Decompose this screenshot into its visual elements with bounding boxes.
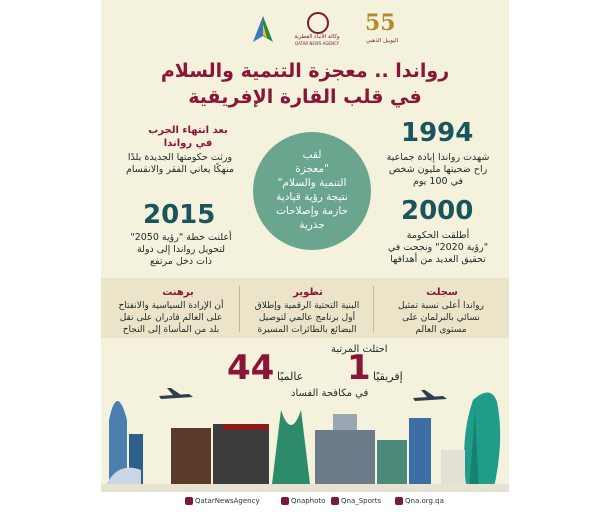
text-1994 [377, 152, 499, 188]
rank-world-word: عالميًا [277, 370, 304, 383]
text-1994-line: شهدت رواندا إبادة جماعية [386, 152, 490, 163]
text-1994-line: في 100 يوم [412, 176, 464, 187]
jubilee-number: 55 [365, 10, 396, 36]
panel-col-3-text [105, 300, 237, 336]
war-heading [123, 124, 253, 150]
panel-col-3-line: على العالم قادران على نقل [119, 313, 223, 323]
panel-col-2-line: أول برنامج عالمي لتوصيل [258, 313, 356, 323]
text-2015-line: لتحويل رواندا إلى دولة [136, 244, 226, 255]
panel-divider [239, 286, 240, 332]
x-icon [331, 497, 339, 505]
year-2000: 2000 [401, 196, 474, 226]
circle-text [261, 148, 363, 232]
airplane-right-icon [413, 390, 447, 401]
panel-col-3-line: بلد من المأساة إلى النجاح [122, 325, 220, 335]
panel-col-1-line: مستوى العالم [415, 325, 467, 335]
circle-text-line: حازمة وإصلاحات [275, 205, 349, 217]
social-icons [185, 497, 193, 505]
footer-social-handle[interactable] [185, 497, 260, 505]
text-2015-line: ذات دخل مرتفع [150, 256, 212, 267]
airplane-left-icon [159, 388, 193, 399]
panel-col-3-line: أن الإرادة السياسية والانفتاح [118, 301, 224, 311]
text-2000 [377, 230, 499, 266]
circle-text-line: التنمية والسلام" [277, 177, 347, 189]
qna-logo [287, 12, 347, 46]
footer-handle-text: Qna_Sports [341, 497, 382, 505]
jubilee-label: اليوبيل الذهبي [365, 38, 399, 44]
war-heading-line: بعد انتهاء الحرب [148, 125, 228, 136]
panel-col-2-line: البنية التحتية الرقمية وإطلاق [254, 301, 360, 311]
rank-footnote: في مكافحة الفساد [291, 388, 369, 399]
year-1994: 1994 [401, 118, 474, 148]
footer-handle-text: QatarNewsAgency [195, 497, 260, 505]
panel-col-1-line: رواندا أعلى نسبة تمثيل [398, 301, 484, 311]
qna-logo-arabic: وكالة الأنباء القطرية [294, 34, 340, 40]
circle-text-line: لقب [302, 149, 322, 161]
infographic-poster [101, 0, 509, 512]
panel-col-1-line: نسائي بالبرلمان على [402, 313, 480, 323]
globe-icon [395, 497, 403, 505]
title-line-2: في قلب القارة الإفريقية [188, 86, 422, 108]
panel-divider [373, 286, 374, 332]
footer-site-text: Qna.org.qa [405, 497, 444, 505]
panel-col-2-head: تطوير [293, 287, 323, 298]
text-2000-line: تحقيق العديد من أهدافها [390, 254, 486, 265]
text-2000-line: أطلقت الحكومة [406, 230, 470, 241]
war-text-line: منهكًا يعاني الفقر والانقسام [126, 164, 234, 175]
panel-col-1-text [377, 300, 505, 336]
text-1994-line: راح ضحيتها مليون شخص [388, 164, 488, 175]
header-logos [101, 0, 509, 52]
circle-text-line: جذرية [299, 219, 325, 231]
panel-col-2-text [241, 300, 373, 336]
panel-col-1-head: سجلت [426, 287, 458, 298]
footer-sports-handle[interactable] [331, 497, 381, 505]
title-line-1: رواندا .. معجزة التنمية والسلام [160, 60, 450, 82]
footer-bar [101, 491, 509, 512]
rank-world-number: 44 [227, 348, 275, 388]
text-2015 [115, 232, 247, 268]
panel-col-3-head: برهنت [162, 287, 194, 298]
text-2015-line: أعلنت خطة "رؤية 2050" [130, 232, 232, 243]
rank-africa-number: 1 [347, 348, 371, 388]
panel-col-2-line: البضائع بالطائرات المسيرة [257, 325, 357, 335]
rank-label: احتلت المرتبة [331, 344, 388, 355]
footer-photo-handle[interactable] [281, 497, 325, 505]
footer-handle-text: Qnaphoto [291, 497, 326, 505]
footer-website[interactable] [395, 497, 444, 505]
circle-text-line: نتيجة رؤية قيادية [276, 191, 348, 203]
text-2000-line: "رؤية 2020" ونجحت في [387, 242, 489, 253]
year-2015: 2015 [143, 200, 216, 230]
circle-text-line: "معجزة [295, 163, 329, 175]
city-skyline-illustration [101, 380, 509, 492]
rank-africa-word: إفريقيًا [373, 370, 403, 383]
war-heading-line: في رواندا [163, 138, 213, 149]
qna-logo-english: QATAR NEWS AGENCY [294, 41, 340, 46]
war-text-line: ورثت حكومتها الجديدة بلدًا [127, 152, 233, 163]
war-text [107, 152, 253, 176]
instagram-icon [281, 497, 289, 505]
golden-jubilee-logo [353, 10, 411, 48]
qna-emblem-icon [307, 12, 329, 34]
rwanda-flag-logo-icon [251, 14, 275, 44]
